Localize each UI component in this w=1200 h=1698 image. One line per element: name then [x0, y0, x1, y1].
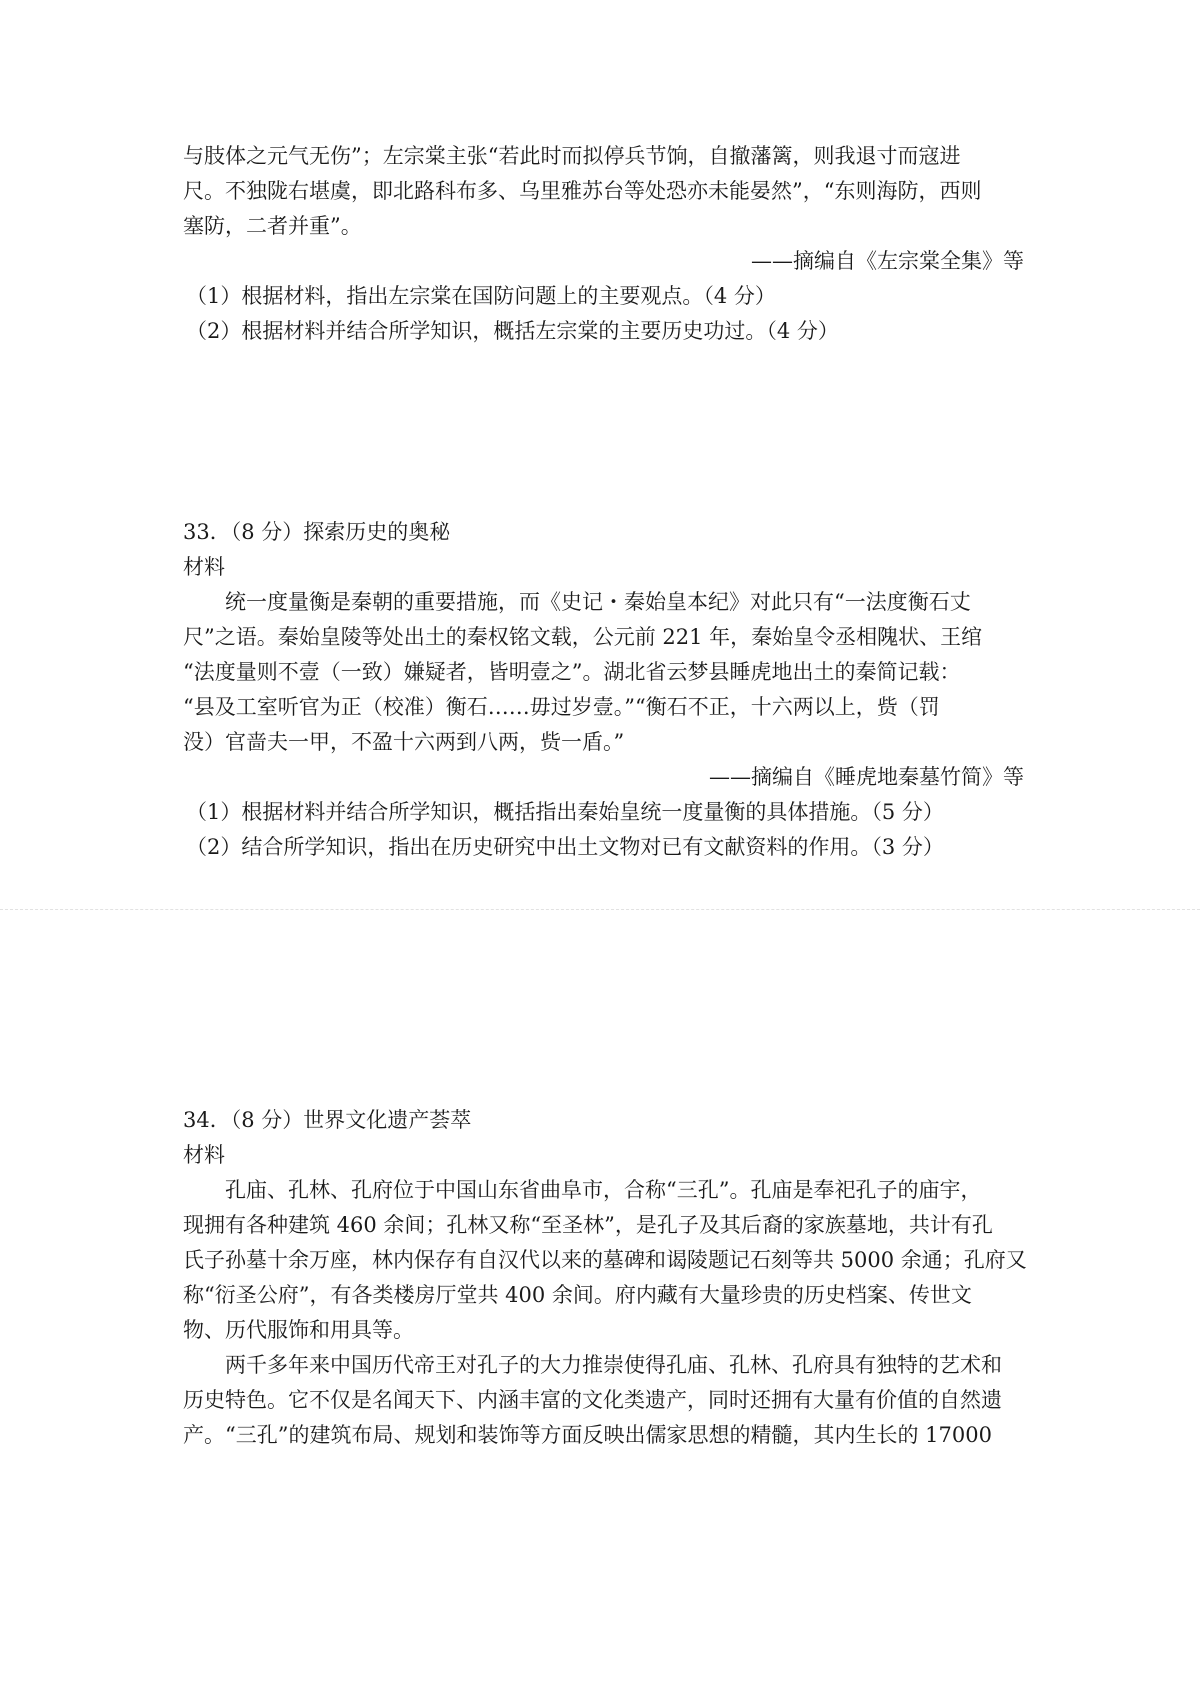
q33-material-line: “县及工室听官为正（校准）衡石……毋过岁壹。”“衡石不正，十六两以上，赀（罚	[183, 695, 940, 719]
q33-question-2: （2）结合所学知识，指出在历史研究中出土文物对已有文献资料的作用。（3 分）	[186, 835, 944, 859]
q32-material-line: 塞防，二者并重”。	[183, 214, 362, 238]
page-fold-divider	[0, 909, 1200, 910]
q34-para2-line: 产。“三孔”的建筑布局、规划和装饰等方面反映出儒家思想的精髓，其内生长的 17000	[183, 1423, 992, 1447]
q32-source: ——摘编自《左宗棠全集》等	[751, 249, 1024, 273]
q34-para1-line: 称“衍圣公府”，有各类楼房厅堂共 400 余间。府内藏有大量珍贵的历史档案、传世文	[183, 1283, 972, 1307]
q32-material-line: 与肢体之元气无伤”；左宗棠主张“若此时而拟停兵节饷，自撤藩篱，则我退寸而寇进	[183, 144, 961, 168]
q33-source: ——摘编自《睡虎地秦墓竹简》等	[709, 765, 1024, 789]
q34-para2-line: 历史特色。它不仅是名闻天下、内涵丰富的文化类遗产，同时还拥有大量有价值的自然遗	[183, 1388, 1002, 1412]
q33-material-line: 尺”之语。秦始皇陵等处出土的秦权铭文载，公元前 221 年，秦始皇令丞相隗状、王绾	[183, 625, 983, 649]
q33-material-line: “法度量则不壹（一致）嫌疑者，皆明壹之”。湖北省云梦县睡虎地出土的秦简记载：	[183, 660, 961, 684]
q34-para2-line: 两千多年来中国历代帝王对孔子的大力推崇使得孔庙、孔林、孔府具有独特的艺术和	[225, 1353, 1002, 1377]
q34-para1-line: 孔庙、孔林、孔府位于中国山东省曲阜市，合称“三孔”。孔庙是奉祀孔子的庙宇，	[225, 1178, 982, 1202]
q32-question-2: （2）根据材料并结合所学知识，概括左宗棠的主要历史功过。（4 分）	[186, 319, 839, 343]
q34-heading: 34．（8 分）世界文化遗产荟萃	[183, 1108, 472, 1132]
q33-question-1: （1）根据材料并结合所学知识，概括指出秦始皇统一度量衡的具体措施。（5 分）	[186, 800, 944, 824]
q32-material-line: 尺。不独陇右堪虞，即北路科布多、乌里雅苏台等处恐亦未能晏然”，“东则海防，西则	[183, 179, 982, 203]
q33-heading: 33．（8 分）探索历史的奥秘	[183, 520, 451, 544]
q32-question-1: （1）根据材料，指出左宗棠在国防问题上的主要观点。（4 分）	[186, 284, 776, 308]
q33-material-line: 统一度量衡是秦朝的重要措施，而《史记・秦始皇本纪》对此只有“一法度衡石丈	[225, 590, 971, 614]
q34-para1-line: 现拥有各种建筑 460 余间；孔林又称“至圣林”，是孔子及其后裔的家族墓地，共计有孔	[183, 1213, 993, 1237]
q33-material-label: 材料	[183, 555, 225, 579]
q34-para1-line: 氏子孙墓十余万座，林内保存有自汉代以来的墓碑和谒陵题记石刻等共 5000 余通；孔府又	[183, 1248, 1027, 1272]
q34-material-label: 材料	[183, 1143, 225, 1167]
q34-para1-line: 物、历代服饰和用具等。	[183, 1318, 414, 1342]
q33-material-line: 没）官啬夫一甲，不盈十六两到八两，赀一盾。”	[183, 730, 625, 754]
